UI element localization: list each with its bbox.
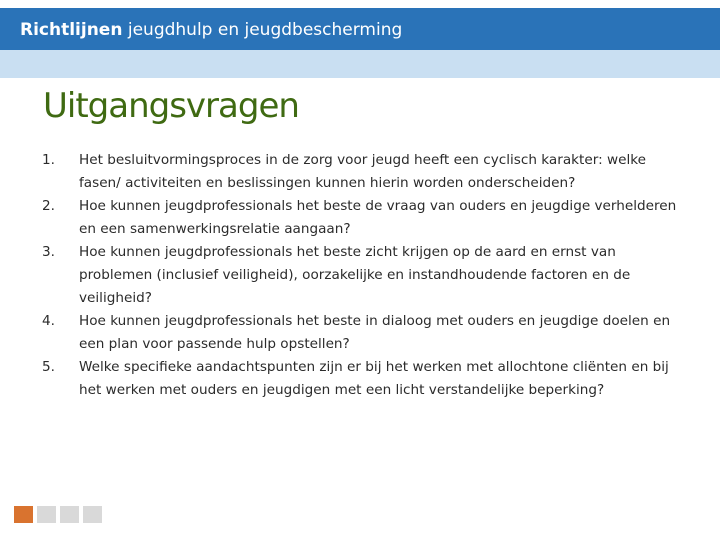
question-text: Hoe kunnen jeugdprofessionals het beste de vraag van ouders en jeugdige verhelderen en een samenwerkingsrelatie aangaan?: [79, 198, 677, 237]
question-text: Welke specifieke aandachtspunten zijn er bij het werken met allochtone cliënten en bij het werken met ouders en jeugdigen met een licht verstandelijke beperking?: [79, 359, 669, 398]
question-item: [42, 195, 682, 241]
header-bar: [0, 8, 720, 50]
question-number: 4.: [42, 313, 55, 329]
slide-progress-squares: [14, 506, 102, 523]
slide-title: Uitgangsvragen: [43, 86, 299, 126]
question-text: Hoe kunnen jeugdprofessionals het beste in dialoog met ouders en jeugdige doelen en een plan voor passende hulp opstellen?: [79, 313, 671, 352]
progress-square-active: [14, 506, 33, 523]
question-item: [42, 310, 682, 356]
question-number: 1.: [42, 152, 55, 168]
question-number: 2.: [42, 198, 55, 214]
question-item: [42, 241, 682, 310]
header-sub-bar: [0, 50, 720, 78]
question-number: 5.: [42, 359, 55, 375]
question-item: [42, 149, 682, 195]
progress-square: [37, 506, 56, 523]
header-title-bold: Richtlijnen: [20, 20, 123, 40]
question-text: Het besluitvormingsproces in de zorg voor jeugd heeft een cyclisch karakter: welke fasen/ activiteiten en beslissingen kunnen hierin worden onderscheiden?: [79, 152, 646, 191]
progress-square: [60, 506, 79, 523]
header-title-rest: jeugdhulp en jeugdbescherming: [127, 20, 403, 40]
progress-square: [83, 506, 102, 523]
question-text: Hoe kunnen jeugdprofessionals het beste zicht krijgen op de aard en ernst van problemen (inclusief veiligheid), oorzakelijke en instandhoudende factoren en de veiligheid?: [79, 244, 631, 306]
question-item: [42, 356, 682, 402]
question-number: 3.: [42, 244, 55, 260]
question-list: [42, 149, 682, 402]
header-title: [20, 20, 402, 40]
